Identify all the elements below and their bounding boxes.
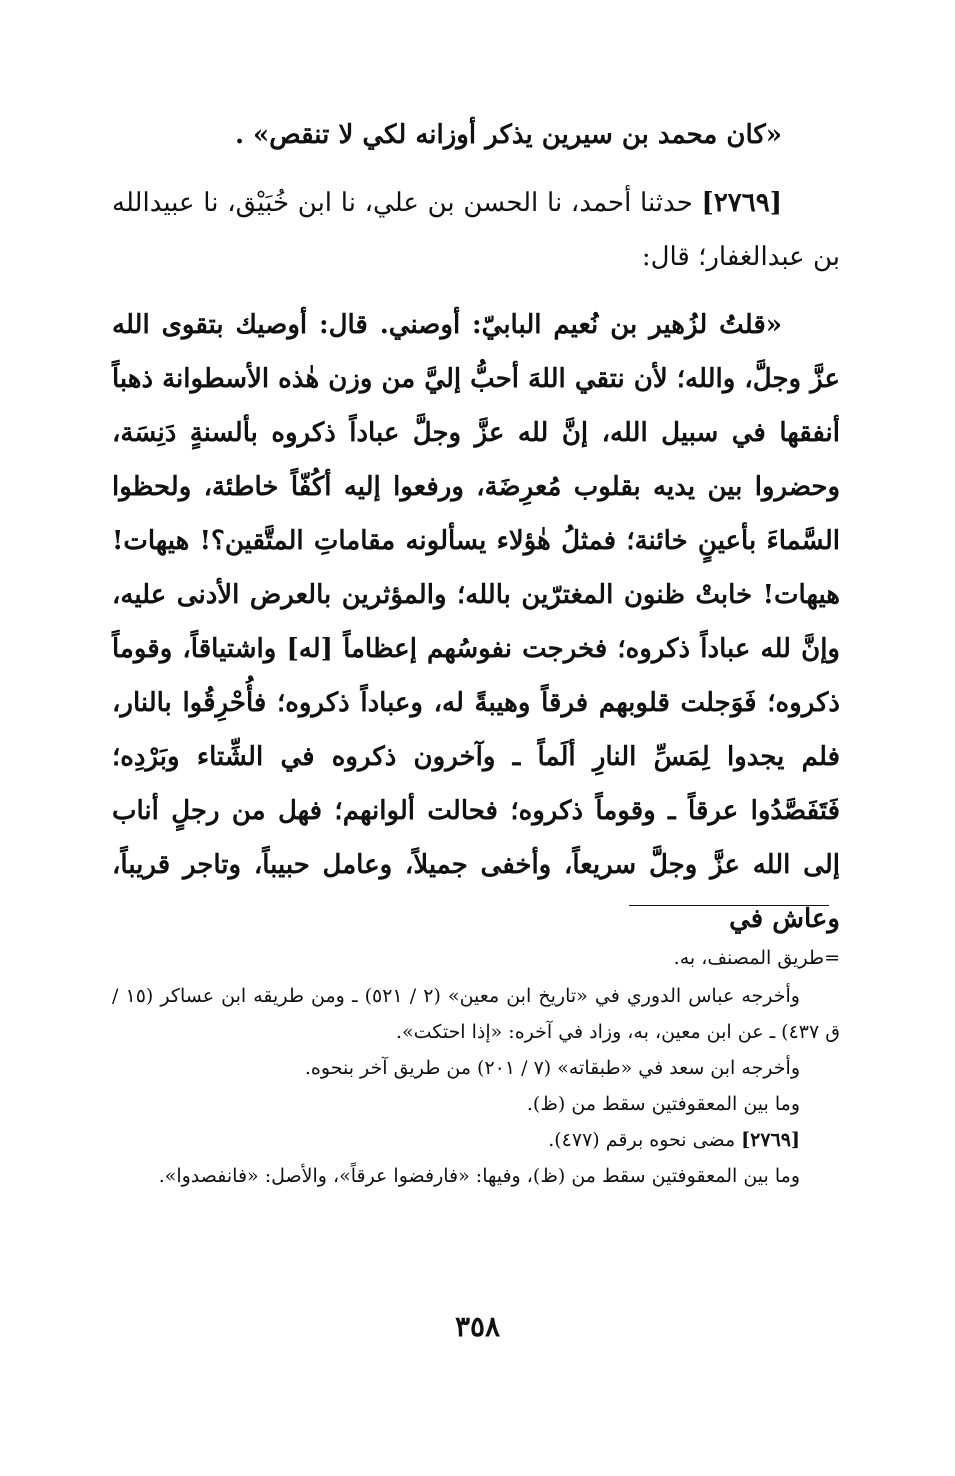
hadith-text: «قلتُ لزُهير بن نُعيم البابيّ: أوصني. قال: أوصيك بتقوى الله عزَّ وجلَّ، والله؛ لأن نتقي اللهَ أحبُّ إليَّ من وزن هٰذه الأسطوانة ذهباً أنفقها في سبيل الله، إنَّ لله عزَّ وجلَّ عباداً ذكروه بألسنةٍ دَنِسَة، وحضروا بين يديه بقلوب مُعرِضَة، ورفعوا إليه أكُفّاً خاطئة، ولحظوا السَّماءَ بأعينٍ خائنة؛ فمثلُ هٰؤلاء يسألونه مقاماتِ المتَّقين؟! هيهات! هيهات! خابتْ ظنون المغترّين بالله؛ والمؤثرين بالعرض الأدنى عليه، وإنَّ لله عباداً ذكروه؛ فخرجت نفوسُهم إعظاماً [له] واشتياقاً، وقوماً ذكروه؛ فَوَجلت قلوبهم فرقاً وهيبةً له، وعباداً ذكروه؛ فأُحْرِقُوا بالنار، فلم يجدوا لِمَسِّ النارِ ألَماً ـ وآخرون ذكروه في الشِّتاء وبَرْدِه؛ فَتَفَصَّدُوا عرقاً ـ وقوماً ذكروه؛ فحالت ألوانهم؛ فهل من رجلٍ أناب إلى الله عزَّ وجلَّ سريعاً، وأخفى جميلاً، وعامل حبيباً، وتاجر قريباً، وعاش في — [112, 310, 840, 934]
hadith-number: [٢٧٦٩] — [701, 188, 782, 218]
footnote-line — [112, 1122, 840, 1158]
page-number: ٣٥٨ — [454, 1310, 501, 1343]
isnad-chain: حدثنا أحمد، نا الحسن بن علي، نا ابن خُبَيْق، نا عبيدالله بن عبدالغفار؛ قال: — [112, 188, 840, 272]
footnote-text: مضى نحوه برقم (٤٧٧). — [548, 1129, 736, 1151]
footnote-line: وما بين المعقوفتين سقط من (ظ). — [526, 1093, 800, 1115]
main-text — [112, 108, 840, 960]
isnad-paragraph — [112, 176, 840, 284]
footnote-separator — [629, 905, 829, 906]
footnote-line: وما بين المعقوفتين سقط من (ظ)، وفيها: «فارفضوا عرقاً»، والأصل: «فانفصدوا». — [158, 1165, 800, 1187]
footnote-line: وأخرجه عباس الدوري في «تاريخ ابن معين» (٢ / ٥٢١) ـ ومن طريقه ابن عساكر (١٥ / ق ٤٣٧) ـ عن ابن معين، به، وزاد في آخره: «إذا احتكت». — [112, 985, 840, 1043]
quote-continuation: «كان محمد بن سيرين يذكر أوزانه لكي لا تنقص» . — [234, 120, 782, 150]
footnote-line: =طريق المصنف، به. — [673, 947, 840, 969]
footnote-line: وأخرجه ابن سعد في «طبقاته» (٧ / ٢٠١) من طريق آخر بنحوه. — [304, 1057, 800, 1079]
footnote-hadith-number: [٢٧٦٩] — [741, 1129, 800, 1151]
footnotes — [112, 940, 840, 1194]
